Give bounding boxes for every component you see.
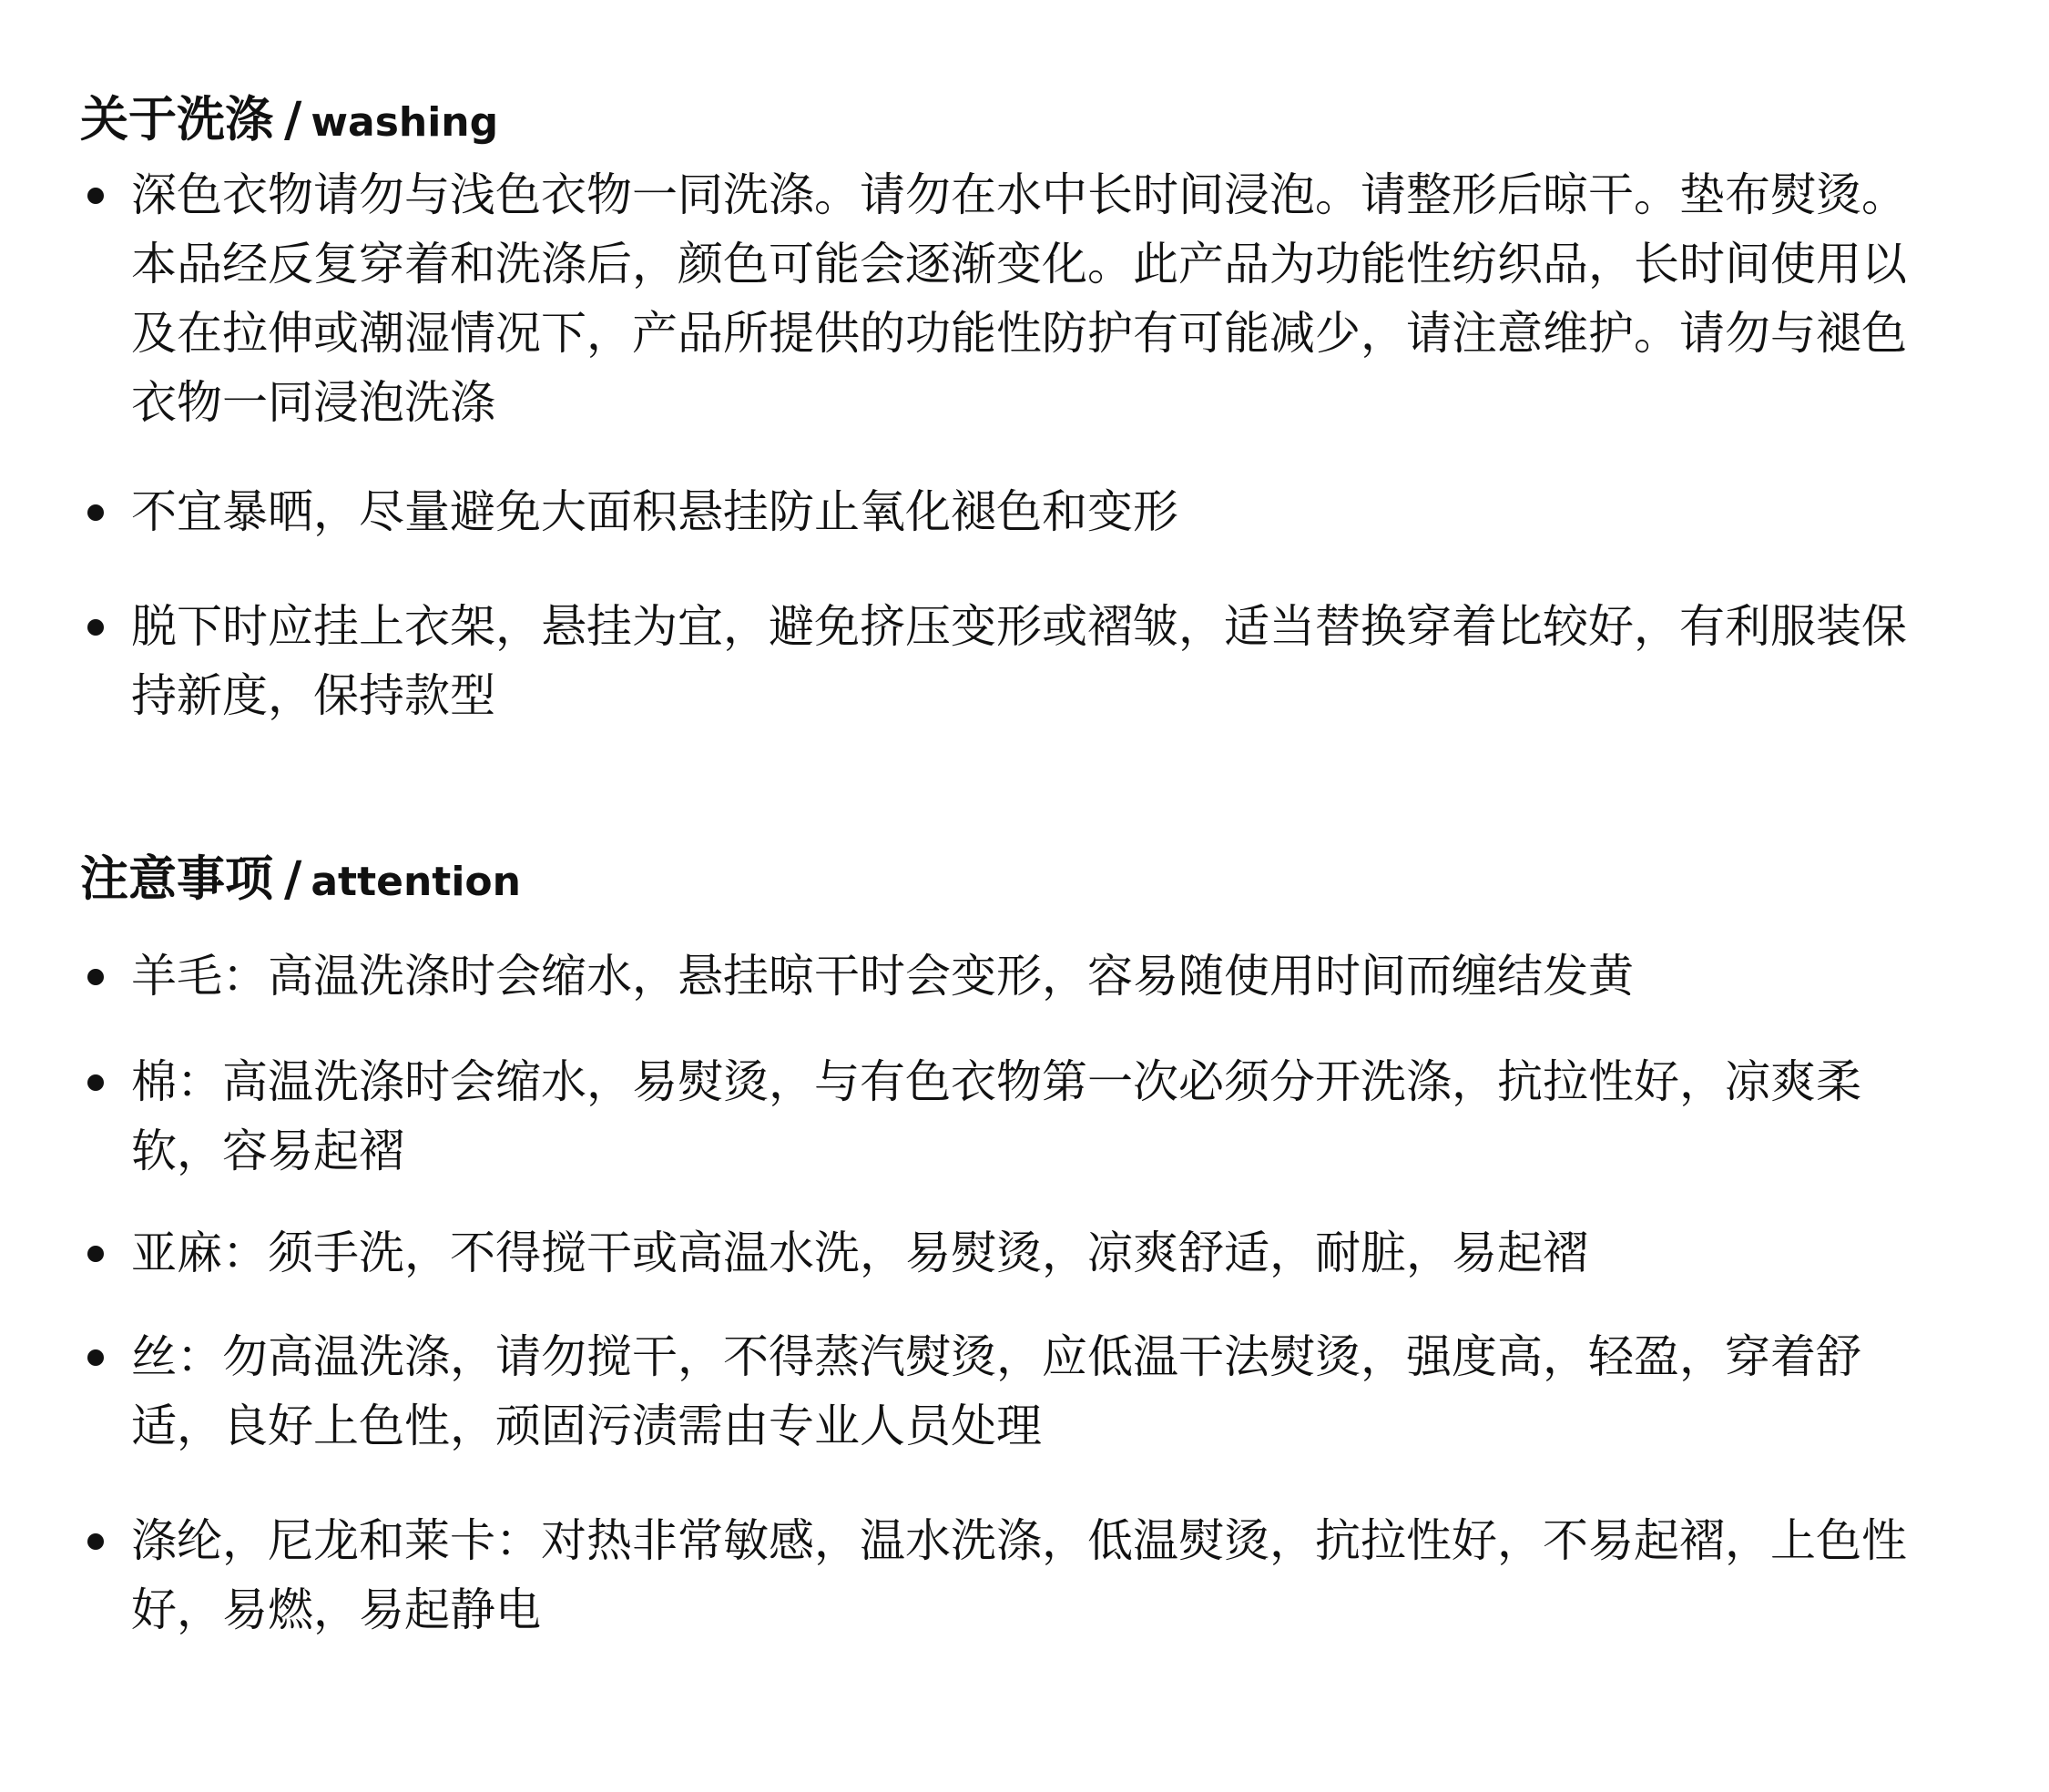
list-item-text: 丝：勿高温洗涤，请勿搅干，不得蒸汽熨烫，应低温干法熨烫，强度高，轻盈，穿着舒适，良好上色性，顽固污渍需由专业人员处理 bbox=[131, 1330, 1861, 1452]
list-item-text: 涤纶，尼龙和莱卡：对热非常敏感，温水洗涤，低温熨烫，抗拉性好，不易起褶，上色性好，易燃，易起静电 bbox=[131, 1514, 1907, 1636]
bullet-dot-icon bbox=[87, 969, 104, 985]
bullet-dot-icon bbox=[87, 504, 104, 521]
list-item bbox=[80, 477, 1907, 546]
list-item bbox=[80, 1047, 1907, 1186]
attention-heading bbox=[80, 843, 1958, 916]
attention-list bbox=[80, 942, 1958, 1644]
attention-section bbox=[80, 843, 1958, 1644]
washing-title-cn: 关于洗涤 bbox=[80, 92, 273, 148]
list-item bbox=[80, 160, 1907, 437]
list-item bbox=[80, 942, 1907, 1011]
bullet-dot-icon bbox=[87, 1533, 104, 1550]
bullet-dot-icon bbox=[87, 1246, 104, 1262]
washing-title-separator: / bbox=[284, 92, 302, 148]
attention-title-cn: 注意事项 bbox=[80, 851, 273, 907]
washing-section bbox=[80, 84, 1958, 730]
washing-list bbox=[80, 160, 1958, 730]
attention-title-separator: / bbox=[284, 851, 302, 907]
list-item bbox=[80, 1322, 1907, 1461]
bullet-dot-icon bbox=[87, 1074, 104, 1091]
bullet-dot-icon bbox=[87, 1349, 104, 1366]
list-item bbox=[80, 1506, 1907, 1644]
washing-title-en: washing bbox=[311, 99, 499, 146]
list-item bbox=[80, 592, 1907, 730]
attention-title-en: attention bbox=[311, 859, 521, 905]
list-item-text: 棉：高温洗涤时会缩水，易熨烫，与有色衣物第一次必须分开洗涤，抗拉性好，凉爽柔软，容易起褶 bbox=[131, 1055, 1861, 1177]
bullet-dot-icon bbox=[87, 619, 104, 636]
list-item-text: 羊毛：高温洗涤时会缩水，悬挂晾干时会变形，容易随使用时间而缠结发黄 bbox=[131, 950, 1634, 1003]
bullet-dot-icon bbox=[87, 188, 104, 204]
list-item-text: 深色衣物请勿与浅色衣物一同洗涤。请勿在水中长时间浸泡。请整形后晾干。垫布熨烫。本品经反复穿着和洗涤后，颜色可能会逐渐变化。此产品为功能性纺织品，长时间使用以及在拉伸或潮湿情况下，产品所提供的功能性防护有可能减少，请注意维护。请勿与褪色衣物一同浸泡洗涤 bbox=[131, 168, 1907, 429]
washing-heading bbox=[80, 84, 1958, 157]
list-item bbox=[80, 1218, 1907, 1288]
list-item-text: 脱下时应挂上衣架，悬挂为宜，避免挤压变形或褶皱，适当替换穿着比较好，有利服装保持新度，保持款型 bbox=[131, 600, 1907, 722]
list-item-text: 不宜暴晒，尽量避免大面积悬挂防止氧化褪色和变形 bbox=[131, 485, 1178, 538]
list-item-text: 亚麻：须手洗，不得搅干或高温水洗，易熨烫，凉爽舒适，耐脏，易起褶 bbox=[131, 1227, 1588, 1279]
